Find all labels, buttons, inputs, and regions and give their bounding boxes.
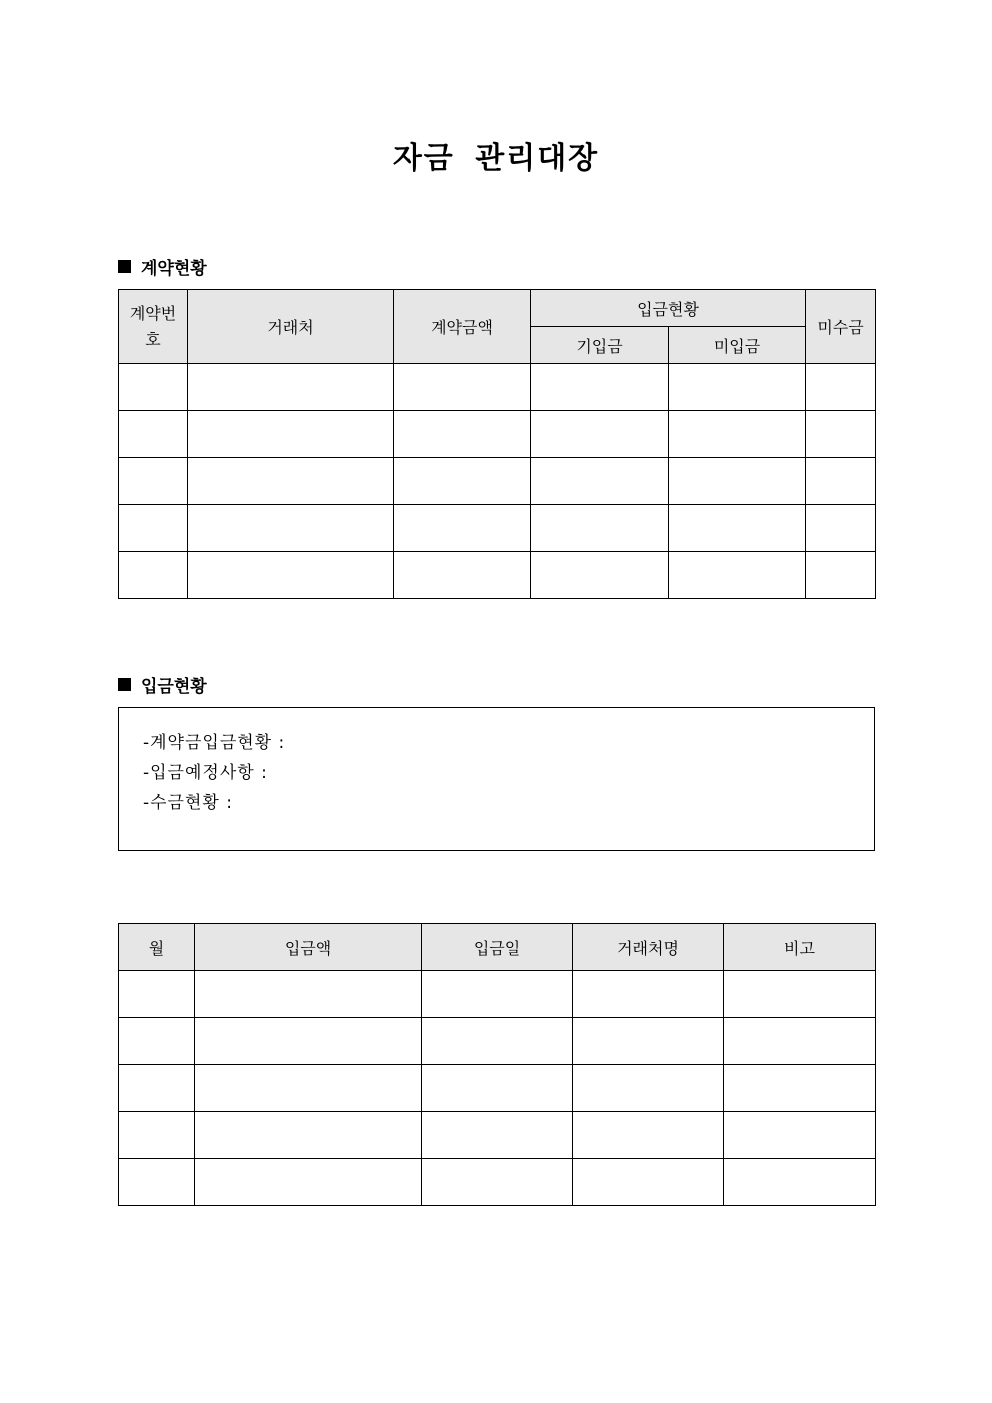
- table-cell[interactable]: [195, 971, 422, 1018]
- table-cell[interactable]: [806, 505, 876, 552]
- table-cell[interactable]: [573, 1018, 724, 1065]
- contract-section-heading: [118, 254, 207, 279]
- table-cell[interactable]: [531, 458, 669, 505]
- table-cell[interactable]: [195, 1159, 422, 1206]
- receipt-section-heading: [118, 672, 207, 697]
- table-cell[interactable]: [573, 1159, 724, 1206]
- table-cell[interactable]: [669, 458, 806, 505]
- table-cell[interactable]: [724, 1159, 876, 1206]
- header-contract-amount: 계약금액: [394, 290, 531, 364]
- table-cell[interactable]: [806, 364, 876, 411]
- contract-table: [118, 289, 876, 599]
- table-cell[interactable]: [669, 552, 806, 599]
- header-deposit-date: 입금일: [422, 924, 573, 971]
- table-cell[interactable]: [119, 458, 188, 505]
- header-contract-no: 계약번호: [119, 290, 188, 364]
- table-cell[interactable]: [531, 364, 669, 411]
- table-cell[interactable]: [188, 411, 394, 458]
- table-cell[interactable]: [188, 505, 394, 552]
- table-cell[interactable]: [119, 1112, 195, 1159]
- memo-line-scheduled-receipt: -입금예정사항 :: [143, 763, 268, 783]
- table-cell[interactable]: [422, 1018, 573, 1065]
- page-title: 자금 관리대장: [392, 141, 600, 176]
- table-cell[interactable]: [422, 1065, 573, 1112]
- receipt-section-label: 입금현황: [141, 677, 207, 697]
- table-cell[interactable]: [573, 1112, 724, 1159]
- table-cell[interactable]: [195, 1112, 422, 1159]
- table-row: [119, 1018, 876, 1065]
- table-cell[interactable]: [195, 1018, 422, 1065]
- header-deposit-amount: 입금액: [195, 924, 422, 971]
- table-cell[interactable]: [119, 1065, 195, 1112]
- table-cell[interactable]: [531, 505, 669, 552]
- header-received: 기입금: [531, 327, 669, 364]
- header-remarks: 비고: [724, 924, 876, 971]
- header-month: 월: [119, 924, 195, 971]
- memo-line-contract-receipt: -계약금입금현황 :: [143, 733, 286, 753]
- table-cell[interactable]: [573, 971, 724, 1018]
- header-receipt-status: 입금현황: [531, 290, 806, 327]
- contract-section-label: 계약현황: [141, 259, 207, 279]
- table-cell[interactable]: [195, 1065, 422, 1112]
- table-cell[interactable]: [806, 411, 876, 458]
- table-cell[interactable]: [531, 552, 669, 599]
- table-row: [119, 458, 876, 505]
- table-cell[interactable]: [669, 411, 806, 458]
- table-cell[interactable]: [394, 505, 531, 552]
- table-cell[interactable]: [806, 552, 876, 599]
- table-cell[interactable]: [724, 1112, 876, 1159]
- table-cell[interactable]: [394, 458, 531, 505]
- table-cell[interactable]: [724, 1065, 876, 1112]
- table-cell[interactable]: [394, 364, 531, 411]
- table-cell[interactable]: [669, 364, 806, 411]
- header-client: 거래처: [188, 290, 394, 364]
- table-cell[interactable]: [119, 1018, 195, 1065]
- table-row: [119, 364, 876, 411]
- table-cell[interactable]: [422, 1159, 573, 1206]
- table-cell[interactable]: [119, 971, 195, 1018]
- table-cell[interactable]: [422, 971, 573, 1018]
- square-bullet-icon: [118, 260, 131, 273]
- table-row: [119, 505, 876, 552]
- table-cell[interactable]: [188, 458, 394, 505]
- table-row: [119, 552, 876, 599]
- table-row: [119, 971, 876, 1018]
- table-cell[interactable]: [806, 458, 876, 505]
- table-cell[interactable]: [724, 1018, 876, 1065]
- table-cell[interactable]: [119, 364, 188, 411]
- table-cell[interactable]: [394, 411, 531, 458]
- table-row: [119, 1159, 876, 1206]
- table-cell[interactable]: [119, 411, 188, 458]
- table-cell[interactable]: [394, 552, 531, 599]
- receipt-memo-box: [118, 707, 875, 851]
- header-not-received: 미입금: [669, 327, 806, 364]
- table-row: [119, 411, 876, 458]
- header-outstanding: 미수금: [806, 290, 876, 364]
- memo-line-collection-status: -수금현황 :: [143, 793, 233, 813]
- table-cell[interactable]: [119, 552, 188, 599]
- table-cell[interactable]: [119, 1159, 195, 1206]
- table-row: [119, 1065, 876, 1112]
- header-client-name: 거래처명: [573, 924, 724, 971]
- table-cell[interactable]: [531, 411, 669, 458]
- table-row: [119, 1112, 876, 1159]
- table-cell[interactable]: [573, 1065, 724, 1112]
- table-cell[interactable]: [188, 552, 394, 599]
- table-cell[interactable]: [188, 364, 394, 411]
- table-cell[interactable]: [669, 505, 806, 552]
- table-cell[interactable]: [119, 505, 188, 552]
- table-cell[interactable]: [724, 971, 876, 1018]
- square-bullet-icon: [118, 678, 131, 691]
- table-cell[interactable]: [422, 1112, 573, 1159]
- monthly-receipt-table: [118, 923, 876, 1206]
